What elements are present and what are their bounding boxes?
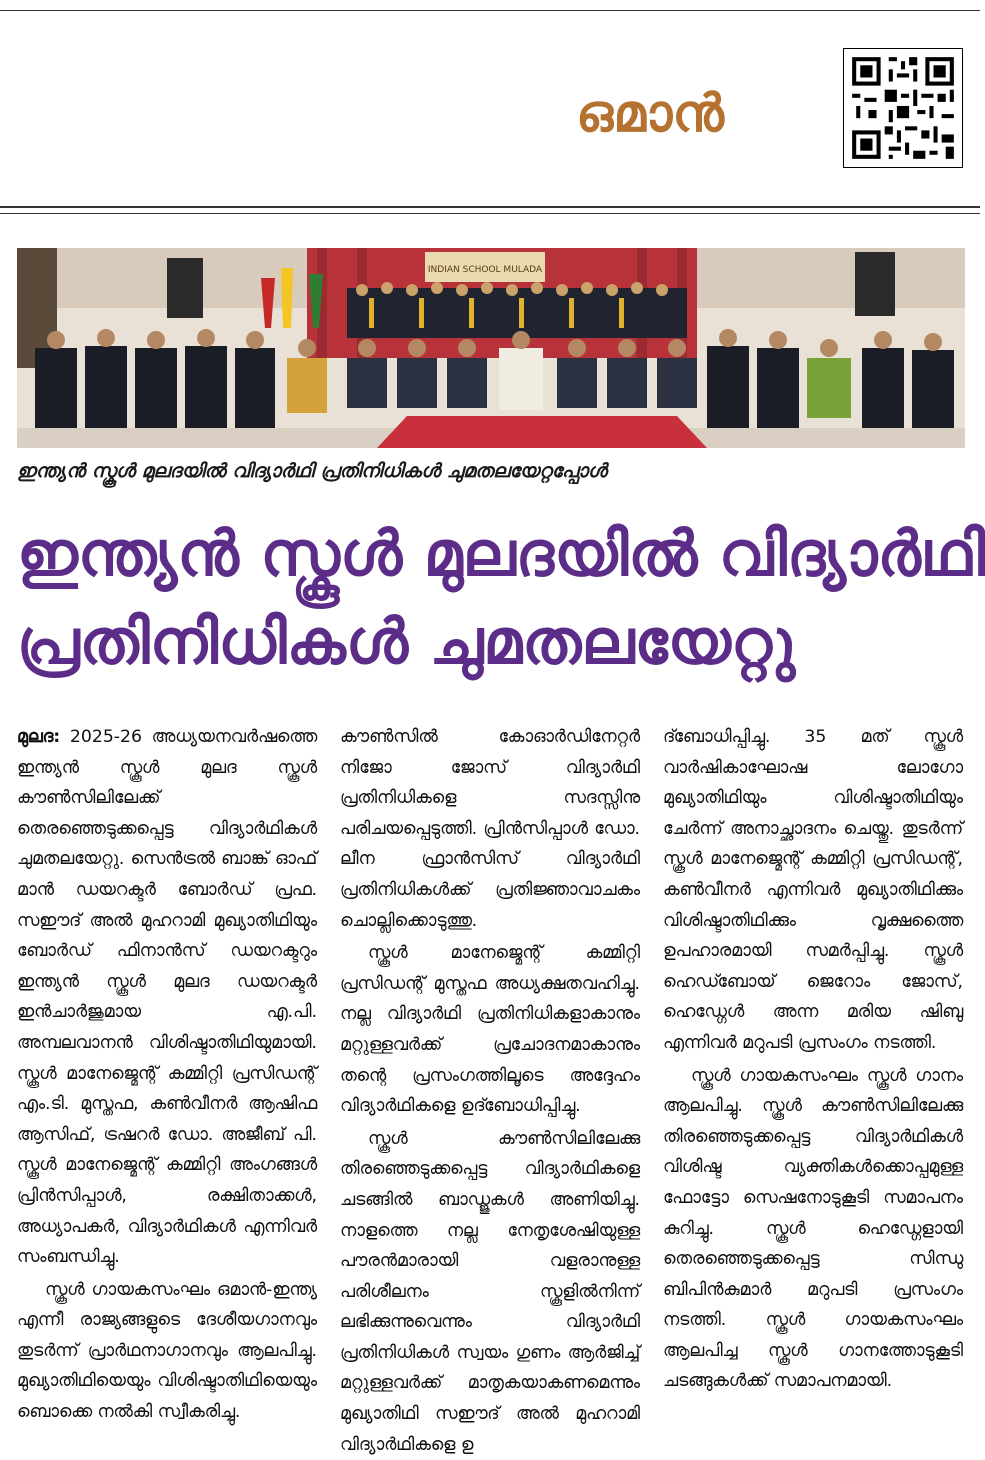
article-column-2 [340,722,640,1455]
paragraph-text: 2025-26 അധ്യയനവർഷത്തെ ഇന്ത്യൻ സ്കൂൾ മുലദ സ്കൂൾ കൗൺസിലിലേക്ക് തെരഞ്ഞെടുക്കപ്പെട്ട വിദ്യാർഥികൾ ചുമതലയേറ്റു. സെൻട്രൽ ബാങ്ക് ഓഫ് മാൻ ഡയറക്ടർ ബോർഡ് പ്രഫ. സഈദ് അൽ മുഹറാമി മുഖ്യാതിഥിയും ബോർഡ് ഫിനാൻസ് ഡയറക്ടറും ഇന്ത്യൻ സ്കൂൾ മുലദ ഡയറക്ടർ ഇൻചാർജുമായ എ.പി. അമ്പലവാനൻ വിശിഷ്ടാതിഥിയുമായി. സ്കൂൾ മാനേജ്മെന്റ് കമ്മിറ്റി പ്രസിഡന്റ് എം.ടി. മുസ്തഫ, കൺവീനർ ആഷിഫ ആസിഫ്, ട്രഷറർ ഡോ. അജീബ് പി. സ്കൂൾ മാനേജ്മെന്റ് കമ്മിറ്റി അംഗങ്ങൾ പ്രിൻസിപ്പാൾ, രക്ഷിതാക്കൾ, അധ്യാപകർ, വിദ്യാർഥികൾ എന്നിവർ സംബന്ധിച്ചു. [17,727,317,1268]
article-paragraph [17,722,317,1273]
article-column-3 [663,722,963,1412]
header-rule-2 [0,213,980,214]
headline [17,510,985,710]
headline-line-2: പ്രതിനിധികൾ ചുമതലയേറ്റു [17,605,796,678]
article-paragraph: സ്കൂൾ ഗായകസംഘം സ്കൂൾ ഗാനം ആലപിച്ചു. സ്കൂൾ കൗൺസിലിലേക്കു തിരഞ്ഞെടുക്കപ്പെട്ട വിദ്യാർഥികൾ വിശിഷ്ട വ്യക്തികൾക്കൊപ്പമുള്ള ഫോട്ടോ സെഷനോടുകൂടി സമാപനം കുറിച്ചു. സ്കൂൾ ഹെഡ്ഗേളായി തെരഞ്ഞെടുക്കപ്പെട്ട സിന്ധു ബിപിൻകുമാർ മറുപടി പ്രസംഗം നടത്തി. സ്കൂൾ ഗായകസംഘം ആലപിച്ച സ്കൂൾ ഗാനത്തോടുകൂടി ചടങ്ങുകൾക്ക് സമാപനമായി. [663,1065,963,1392]
banner-text: INDIAN SCHOOL MULADA [427,265,543,275]
headline-line-1: ഇന്ത്യൻ സ്കൂൾ മുലദയിൽ വിദ്യാർഥി [17,517,985,590]
article-paragraph: ദ്ബോധിപ്പിച്ചു. 35 മത് സ്കൂൾ വാർഷികാഘോഷ ലോഗോ മുഖ്യാതിഥിയും വിശിഷ്ടാതിഥിയും ചേർന്ന് അനാച്ഛാദനം ചെയ്തു. തുടർന്ന് സ്കൂൾ മാനേജ്മെന്റ് കമ്മിറ്റി പ്രസിഡന്റ്, കൺവീനർ എന്നിവർ മുഖ്യാതിഥിക്കും വിശിഷ്ടാതിഥിക്കും വൃക്ഷത്തൈ ഉപഹാരമായി സമർപ്പിച്ചു. സ്കൂൾ ഹെഡ്ബോയ് ജെറോം ജോസ്, ഹെഡ്ഗേൾ അന്ന മരിയ ഷിബു എന്നിവർ മറുപടി പ്രസംഗം നടത്തി. [663,727,963,1053]
section-title: ഒമാൻ [576,83,724,144]
top-rule [0,10,980,11]
header-rule-1 [0,206,980,208]
article-column-1 [17,722,317,1423]
article-paragraph: കൗൺസിൽ കോഓർഡിനേറ്റർ നിജോ ജോസ് വിദ്യാർഥി പ്രതിനിധികളെ സദസ്സിനു പരിചയപ്പെടുത്തി. പ്രിൻസിപ്പാൾ ഡോ. ലീന ഫ്രാൻസിസ് വിദ്യാർഥി പ്രതിനിധികൾക്ക് പ്രതിജ്ഞാവാചകം ചൊല്ലിക്കൊടുത്തു. [340,727,640,931]
article-paragraph: സ്കൂൾ ഗായകസംഘം ഒമാൻ-ഇന്ത്യ എന്നീ രാജ്യങ്ങളുടെ ദേശീയഗാനവും തുടർന്ന് പ്രാർഥനാഗാനവും ആലപിച്ചു. മുഖ്യാതിഥിയെയും വിശിഷ്ടാതിഥിയെയും ബൊക്കെ നൽകി സ്വീകരിച്ചു. [17,1279,317,1423]
qr-code-icon [843,48,963,168]
dateline: മുലദ: [17,727,61,747]
article-paragraph: സ്കൂൾ കൗൺസിലിലേക്കു തിരഞ്ഞെടുക്കപ്പെട്ട വിദ്യാർഥികളെ ചടങ്ങിൽ ബാഡ്ജുകൾ അണിയിച്ചു. നാളത്തെ നല്ല നേതൃശേഷിയുള്ള പൗരൻമാരായി വളരാനുള്ള പരിശീലനം സ്കൂളിൽനിന്ന് ലഭിക്കുന്നുവെന്നും വിദ്യാർഥി പ്രതിനിധികൾ സ്വയം ഗുണം ആർജിച്ച് മറ്റുള്ളവർക്ക് മാതൃകയാകണമെന്നും മുഖ്യാതിഥി സഈദ് അൽ മുഹറാമി വിദ്യാർഥികളെ ഉ [340,1128,640,1455]
photo-caption: ഇന്ത്യൻ സ്കൂൾ മുലദയിൽ വിദ്യാർഥി പ്രതിനിധികൾ ചുമതലയേറ്റപ്പോൾ [17,460,607,482]
article-paragraph: സ്കൂൾ മാനേജ്മെന്റ് കമ്മിറ്റി പ്രസിഡന്റ് മുസ്തഫ അധ്യക്ഷതവഹിച്ചു. നല്ല വിദ്യാർഥി പ്രതിനിധികളാകാനും മറ്റുള്ളവർക്ക് പ്രചോദനമാകാനും തന്റെ പ്രസംഗത്തിലൂടെ അദ്ദേഹം വിദ്യാർഥികളെ ഉദ്ബോധിപ്പിച്ചു. [340,943,640,1117]
group-photo [17,248,965,448]
